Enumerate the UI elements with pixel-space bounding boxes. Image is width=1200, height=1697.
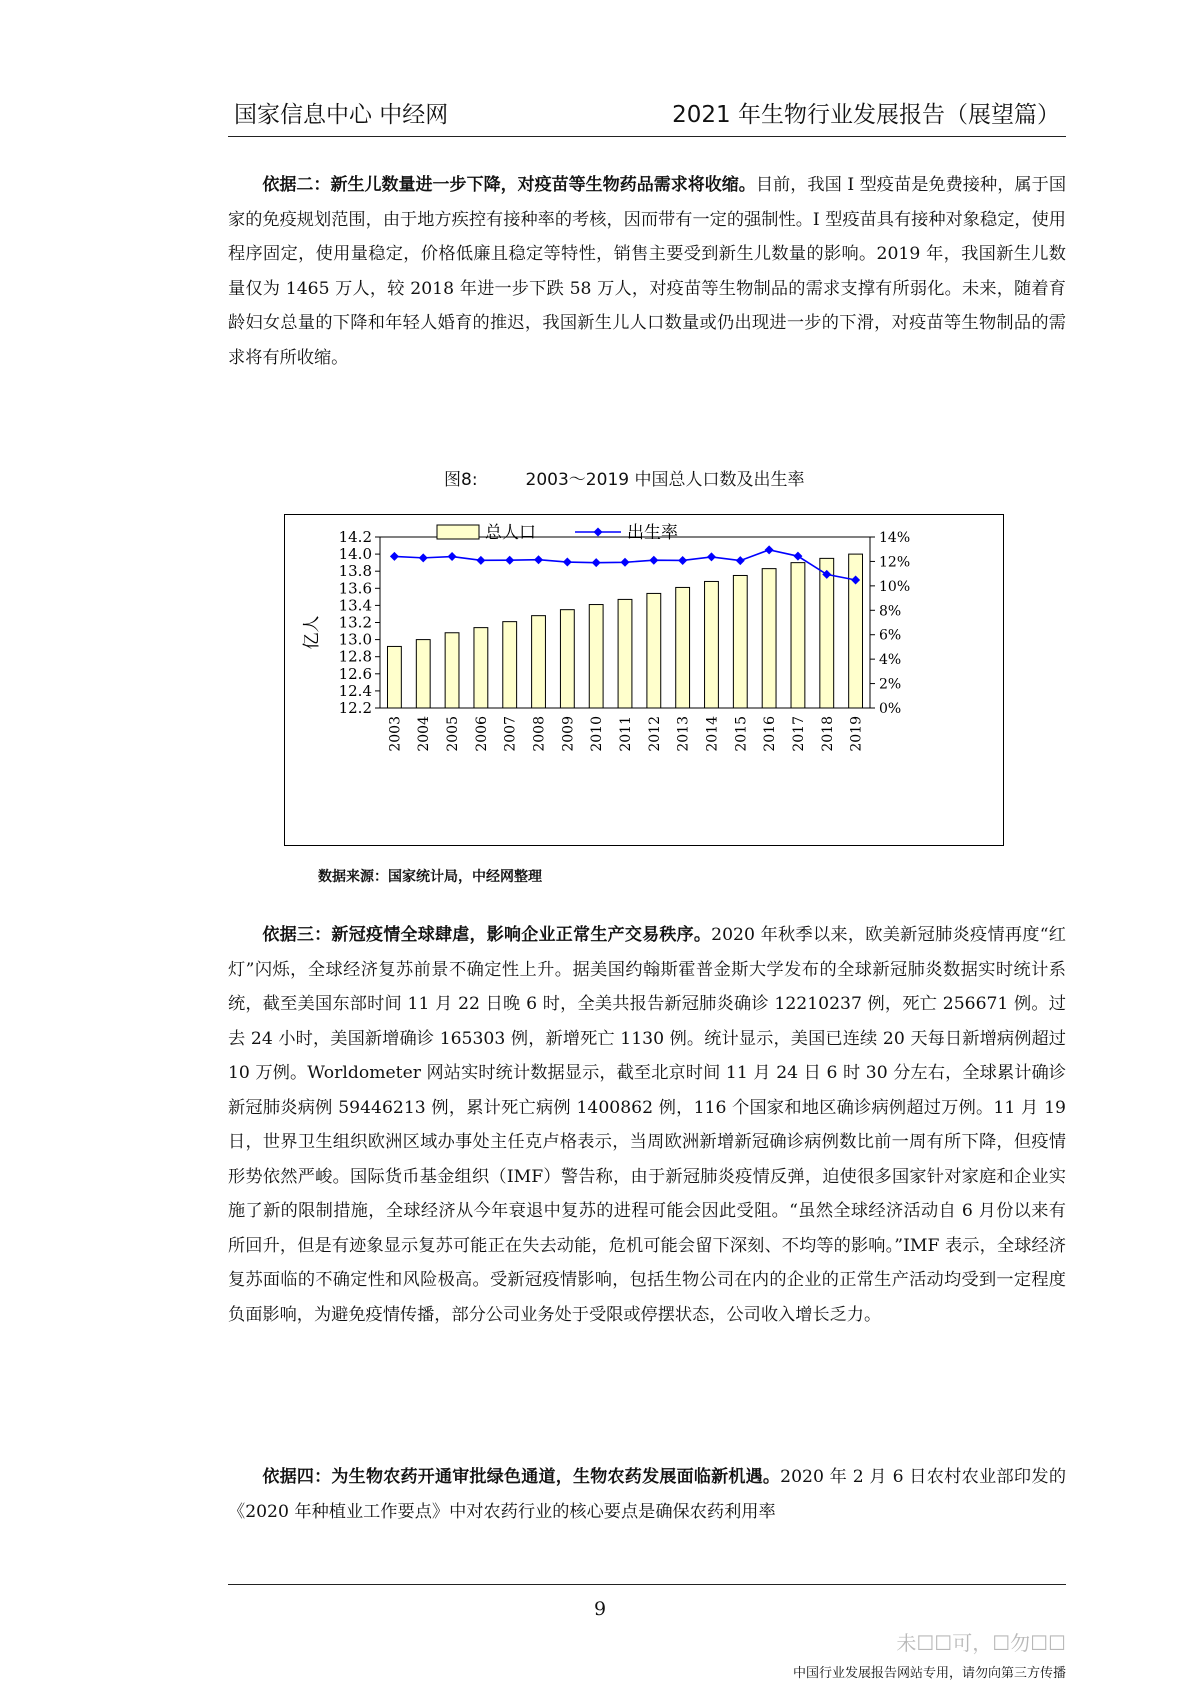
birthrate-point [563,558,572,567]
y-tick-label: 13.4 [338,596,372,615]
birthrate-point [419,553,428,562]
y-tick-label: 14.2 [338,528,372,546]
paragraph-basis-2 [228,168,1066,375]
y-tick-label: 13.0 [338,630,372,649]
birthrate-point [649,556,658,565]
x-tick-label: 2014 [704,716,721,752]
paragraph-body: 2020 年 2 月 6 日农村农业部印发的《2020 年种植业工作要点》中对农药行业的核心要点是确保农药利用率 [228,1467,1067,1522]
population-bar [618,599,632,708]
birthrate-point [621,558,630,567]
y-tick-label: 12.8 [338,647,372,666]
y2-tick-label: 2% [879,676,902,693]
population-bar [445,633,459,708]
y-tick-label: 12.4 [338,681,372,700]
y-tick-label: 13.8 [338,562,372,581]
x-tick-label: 2005 [445,716,462,752]
x-tick-label: 2010 [589,716,606,752]
y-tick-label: 14.0 [338,545,372,564]
figure-title: 2003～2019 中国总人口数及出生率 [525,470,805,490]
page-header [228,96,1066,137]
birthrate-point [678,556,687,565]
x-tick-label: 2007 [502,716,519,752]
x-tick-label: 2013 [675,716,692,752]
figure-caption [444,465,804,490]
population-bar [532,616,546,708]
figure-source: 数据来源：国家统计局，中经网整理 [318,869,542,885]
birthrate-point [505,556,514,565]
legend-swatch-population [437,525,479,539]
footer-note: 中国行业发展报告网站专用，请勿向第三方传播 [792,1666,1066,1681]
y-axis-label: 亿人 [302,615,322,650]
population-bar [705,581,719,708]
population-bar [503,622,517,708]
header-publisher: 国家信息中心 中经网 [234,102,449,128]
x-tick-label: 2017 [790,716,807,752]
footer-ghost-text: 未☐☐可，☐勿☐☐ [896,1631,1066,1655]
y2-tick-label: 10% [879,578,911,595]
y-tick-label: 12.2 [338,699,372,717]
paragraph-body: 目前，我国 I 型疫苗是免费接种，属于国家的免疫规划范围，由于地方疾控有接种率的考核，因而带有一定的强制性。I 型疫苗具有接种对象稳定，使用程序固定，使用量稳定，价格低廉且稳定等特性，销售主要受到新生儿数量的影响。2019 年，我国新生儿数量仅为 1465 万人，较 2018 年进一步下跌 58 万人，对疫苗等生物制品的需求支撑有所弱化。未来，随着育龄妇女总量的下降和年轻人婚育的推迟，我国新生儿人口数量或仍出现进一步的下滑，对疫苗等生物制品的需求将有所收缩。 [228,175,1067,368]
x-tick-label: 2019 [848,716,865,752]
population-bar [791,563,805,708]
x-tick-label: 2015 [733,716,750,752]
legend-label-population: 总人口 [485,523,536,543]
paragraph-basis-3 [228,918,1066,1332]
population-bar [416,640,430,708]
birthrate-point [390,552,399,561]
y-tick-label: 12.6 [338,664,372,683]
y2-tick-label: 8% [879,603,902,620]
y-tick-label: 13.6 [338,579,372,598]
y2-tick-label: 12% [879,554,911,571]
birthrate-point [476,556,485,565]
paragraph-lead: 依据四：为生物农药开通审批绿色通道，生物农药发展面临新机遇。 [262,1467,781,1487]
x-tick-label: 2008 [531,716,548,752]
population-bar [474,628,488,708]
x-tick-label: 2018 [819,716,836,752]
page-number: 9 [593,1598,607,1620]
population-bar [560,610,574,708]
x-tick-label: 2016 [762,716,779,752]
birthrate-point [765,545,774,554]
x-tick-label: 2003 [387,716,404,752]
figure-number: 图8: [444,470,478,490]
birthrate-point [534,555,543,564]
chart-frame [284,514,1004,846]
paragraph-lead: 依据三：新冠疫情全球肆虐，影响企业正常生产交易秩序。 [262,925,712,945]
paragraph-body: 2020 年秋季以来，欧美新冠肺炎疫情再度“红灯”闪烁，全球经济复苏前景不确定性上升。据美国约翰斯霍普金斯大学发布的全球新冠肺炎数据实时统计系统，截至美国东部时间 11 月 22 日晚 6 时，全美共报告新冠肺炎确诊 12210237 例，死亡 256671 例。过去 24 小时，美国新增确诊 165303 例，新增死亡 1130 例。统计显示，美国已连续 20 天每日新增病例超过 10 万例。Worldometer 网站实时统计数据显示，截至北京时间 11 月 24 日 6 时 30 分左右，全球累计确诊新冠肺炎病例 59446213 例，累计死亡病例 1400862 例，116 个国家和地区确诊病例超过万例。11 月 19 日，世界卫生组织欧洲区域办事处主任克卢格表示，当周欧洲新增新冠确诊病例数比前一周有所下降，但疫情形势依然严峻。国际货币基金组织（IMF）警告称，由于新冠肺炎疫情反弹，迫使很多国家针对家庭和企业实施了新的限制措施，全球经济从今年衰退中复苏的进程可能会因此受阻。“虽然全球经济活动自 6 月份以来有所回升，但是有迹象显示复苏可能正在失去动能，危机可能会留下深刻、不均等的影响。”IMF 表示，全球经济复苏面临的不确定性和风险极高。受新冠疫情影响，包括生物公司在内的企业的正常生产活动均受到一定程度负面影响，为避免疫情传播，部分公司业务处于受限或停摆状态，公司收入增长乏力。 [228,925,1066,1325]
population-bar [387,646,401,708]
x-tick-label: 2004 [416,716,433,752]
y2-tick-label: 0% [879,701,902,717]
x-tick-label: 2009 [560,716,577,752]
y-tick-label: 13.2 [338,613,372,632]
population-bar [762,569,776,708]
population-bar [733,575,747,708]
birthrate-point [707,552,716,561]
y2-tick-label: 6% [879,627,902,644]
birthrate-point [592,558,601,567]
paragraph-lead: 依据二：新生儿数量进一步下降，对疫苗等生物药品需求将收缩。 [262,175,756,195]
legend-label-birthrate: 出生率 [627,523,678,543]
population-bar [676,587,690,708]
population-bar [647,593,661,708]
y2-tick-label: 14% [879,530,911,546]
x-tick-label: 2011 [618,716,634,752]
x-tick-label: 2012 [646,716,663,752]
birthrate-point [793,552,802,561]
population-bar [820,558,834,708]
header-report-title: 2021 年生物行业发展报告（展望篇） [672,102,1060,128]
paragraph-basis-4 [228,1460,1066,1529]
population-bar [589,605,603,708]
birthrate-point [448,552,457,561]
x-tick-label: 2006 [473,716,490,752]
birthrate-point [736,556,745,565]
y2-tick-label: 4% [879,652,902,669]
population-birthrate-chart [285,515,1002,844]
legend-swatch-birthrate-marker [594,528,603,537]
footer-divider [228,1584,1066,1585]
